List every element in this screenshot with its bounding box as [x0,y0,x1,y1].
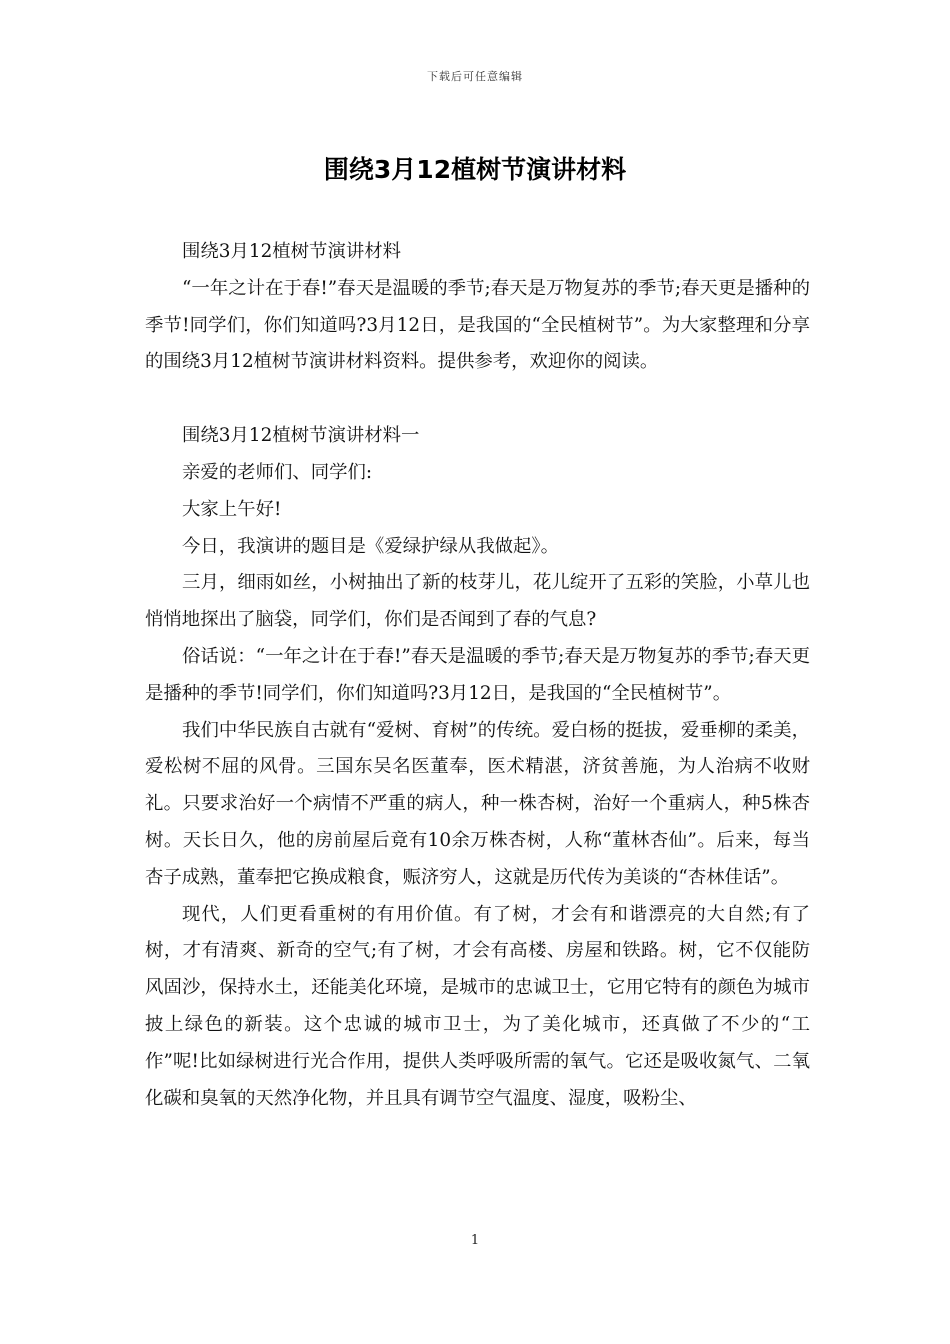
paragraph-tradition: 我们中华民族自古就有“爱树、育树”的传统。爱白杨的挺拔，爱垂柳的柔美，爱松树不屈的风骨。三国东吴名医董奉，医术精湛，济贫善施，为人治病不收财礼。只要求治好一个病情不严重的病人，种一株杏树，治好一个重病人，种5株杏树。天长日久，他的房前屋后竟有10余万株杏树，人称“董林杏仙”。后来，每当杏子成熟，董奉把它换成粮食，赈济穷人，这就是历代传为美谈的“杏林佳话”。 [145,719,810,888]
paragraph-spring: 三月，细雨如丝，小树抽出了新的枝芽儿，花儿绽开了五彩的笑脸，小草儿也悄悄地探出了脑袋，同学们，你们是否闻到了春的气息? [145,572,810,631]
paragraph-subtitle: 围绕3月12植树节演讲材料 [182,241,402,262]
page-header-note: 下载后可任意编辑 [427,70,523,83]
paragraph-greeting: 大家上午好! [182,498,282,520]
paragraph-salutation: 亲爱的老师们、同学们: [182,461,373,483]
document-title: 围绕3月12植树节演讲材料 [323,155,627,184]
paragraph-intro: “一年之计在于春!”春天是温暖的季节;春天是万物复苏的季节;春天更是播种的季节!同学们，你们知道吗?3月12日，是我国的“全民植树节”。为大家整理和分享的围绕3月12植树节演讲材料资料。提供参考，欢迎你的阅读。 [145,277,810,373]
paragraph-topic: 今日，我演讲的题目是《爱绿护绿从我做起》。 [182,535,560,557]
section-heading: 围绕3月12植树节演讲材料一 [182,425,420,447]
page-number: 1 [470,1233,480,1248]
paragraph-modern: 现代，人们更看重树的有用价值。有了树，才会有和谐漂亮的大自然;有了树，才有清爽、新奇的空气;有了树，才会有高楼、房屋和铁路。树，它不仅能防风固沙，保持水土，还能美化环境，是城市的忠诚卫士，它用它特有的颜色为城市披上绿色的新装。这个忠诚的城市卫士，为了美化城市，还真做了不少的“工作”呢!比如绿树进行光合作用，提供人类呼吸所需的氧气。它还是吸收氮气、二氧化碳和臭氧的天然净化物，并且具有调节空气温度、湿度，吸粉尘、 [145,903,810,1109]
paragraph-saying: 俗话说：“一年之计在于春!”春天是温暖的季节;春天是万物复苏的季节;春天更是播种的季节!同学们，你们知道吗?3月12日，是我国的“全民植树节”。 [145,645,810,704]
document-body [145,234,810,1117]
